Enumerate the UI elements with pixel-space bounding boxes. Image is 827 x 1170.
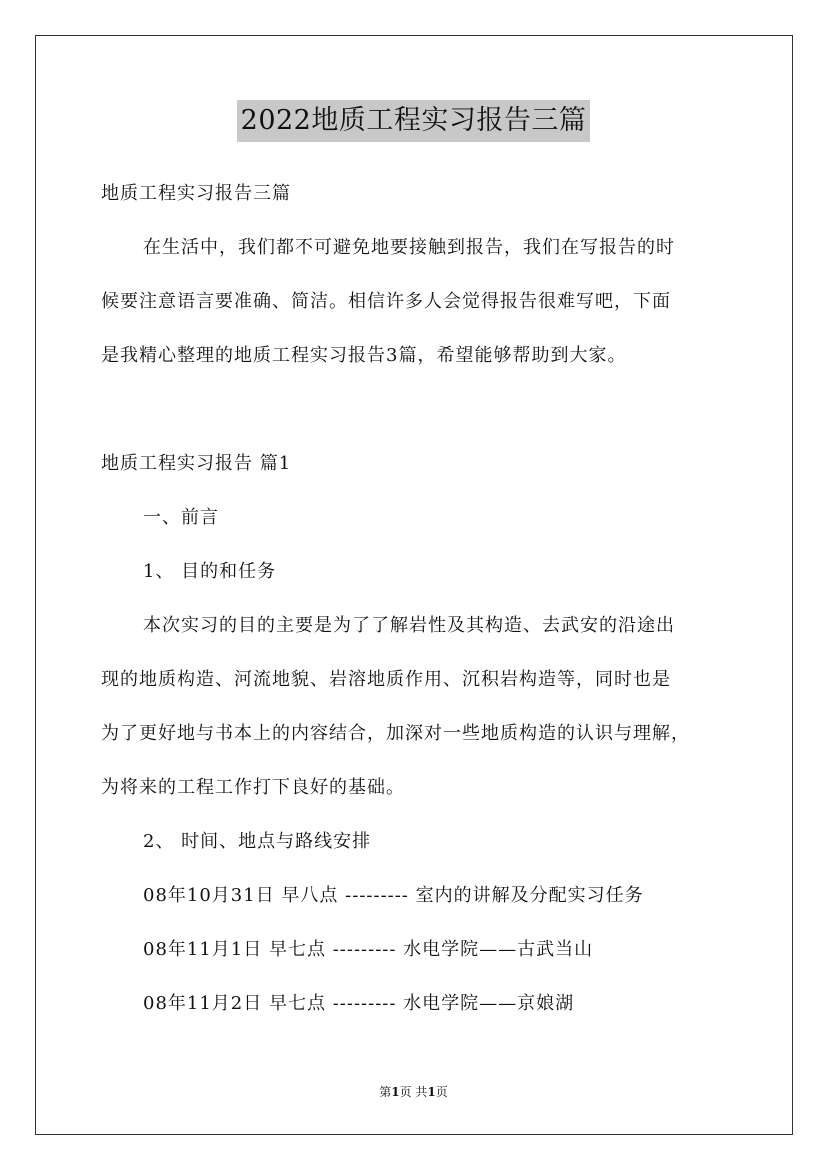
title-wrap xyxy=(0,100,827,142)
item2-heading: 2、 时间、地点与路线安排 xyxy=(143,831,372,852)
schedule-line-1: 08年10月31日 早八点 --------- 室内的讲解及分配实习任务 xyxy=(143,885,644,906)
footer-page-total: 1 xyxy=(427,1085,436,1099)
part1-heading: 一、前言 xyxy=(143,507,219,528)
document-subtitle: 地质工程实习报告三篇 xyxy=(101,183,291,204)
item1-heading: 1、 目的和任务 xyxy=(143,561,277,582)
item1-body-line-3: 为了更好地与书本上的内容结合，加深对一些地质构造的认识与理解， xyxy=(101,723,690,744)
document-title: 2022地质工程实习报告三篇 xyxy=(237,100,591,142)
footer-page-suffix: 页 xyxy=(435,1085,448,1099)
item1-body-line-4: 为将来的工程工作打下良好的基础。 xyxy=(101,777,405,798)
footer-page-mid: 页 共 xyxy=(399,1085,428,1099)
intro-line-3: 是我精心整理的地质工程实习报告3篇，希望能够帮助到大家。 xyxy=(101,345,627,366)
intro-line-1: 在生活中，我们都不可避免地要接触到报告，我们在写报告的时 xyxy=(143,237,675,258)
item1-body-line-1: 本次实习的目的主要是为了了解岩性及其构造、去武安的沿途出 xyxy=(143,615,675,636)
section1-heading: 地质工程实习报告 篇1 xyxy=(101,453,292,474)
schedule-line-3: 08年11月2日 早七点 --------- 水电学院——京娘湖 xyxy=(143,993,575,1014)
page-footer xyxy=(0,1084,827,1100)
footer-page-prefix: 第 xyxy=(379,1085,392,1099)
intro-line-2: 候要注意语言要准确、简洁。相信许多人会觉得报告很难写吧，下面 xyxy=(101,291,671,312)
item1-body-line-2: 现的地质构造、河流地貌、岩溶地质作用、沉积岩构造等，同时也是 xyxy=(101,669,671,690)
footer-page-number: 1 xyxy=(391,1085,400,1099)
schedule-line-2: 08年11月1日 早七点 --------- 水电学院——古武当山 xyxy=(143,939,594,960)
